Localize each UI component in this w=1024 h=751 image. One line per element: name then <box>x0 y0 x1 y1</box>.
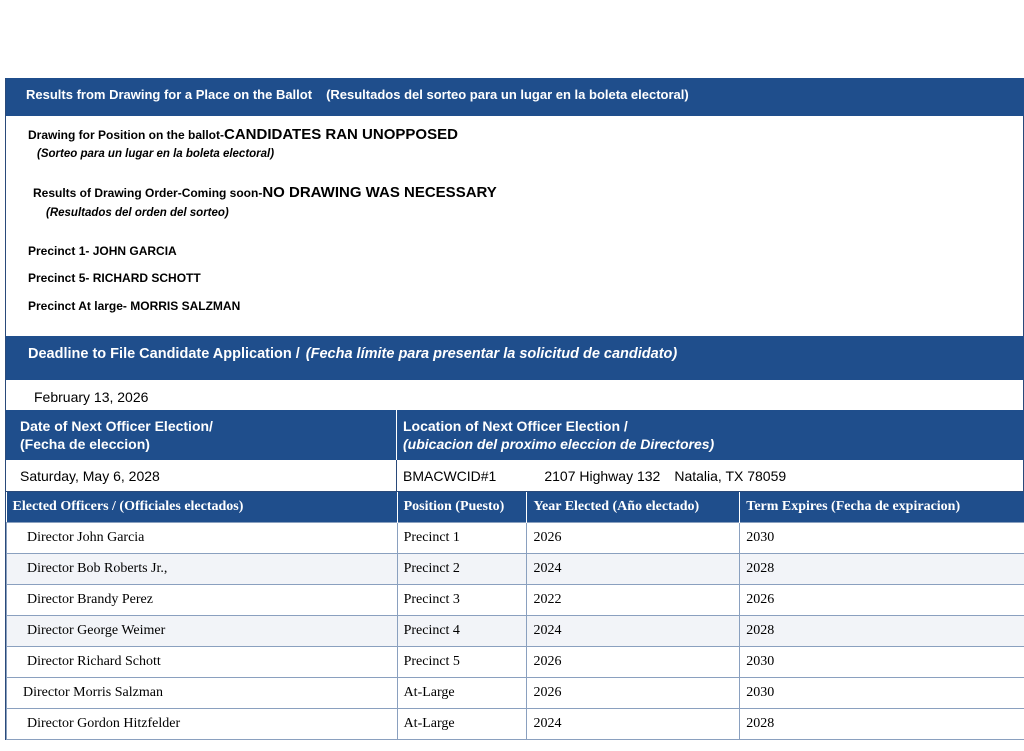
table-row <box>7 615 1024 646</box>
officer-name: Director Bob Roberts Jr., <box>7 553 398 584</box>
officer-position: Precinct 3 <box>397 584 527 615</box>
deadline-title: Deadline to File Candidate Application / <box>28 346 300 362</box>
table-row <box>7 708 1024 739</box>
deadline-title-es: (Fecha límite para presentar la solicitud de candidato) <box>305 346 678 362</box>
officer-name: Director John Garcia <box>7 522 398 553</box>
election-info-sheet <box>5 78 1024 740</box>
precinct-result: Precinct 5- RICHARD SCHOTT <box>28 271 201 285</box>
officer-year-elected: 2022 <box>527 584 740 615</box>
deadline-header <box>6 336 1024 380</box>
location-name: BMACWCID#1 <box>403 468 497 484</box>
officer-position: Precinct 1 <box>397 522 527 553</box>
officer-position: Precinct 2 <box>397 553 527 584</box>
drawing-results-title-es: (Resultados del sorteo para un lugar en la boleta electoral) <box>326 87 689 102</box>
officer-position: At-Large <box>397 677 527 708</box>
drawing-results-header <box>6 78 1024 116</box>
location-street: 2107 Highway 132 <box>544 468 661 484</box>
officer-position: Precinct 4 <box>397 615 527 646</box>
election-location-header <box>397 410 1024 460</box>
officer-year-elected: 2024 <box>527 708 740 739</box>
election-date: Saturday, May 6, 2028 <box>6 460 397 491</box>
drawing-results-panel <box>6 116 1024 336</box>
officer-term-expires: 2030 <box>740 522 1024 553</box>
officer-term-expires: 2026 <box>740 584 1024 615</box>
officer-year-elected: 2024 <box>527 615 740 646</box>
officer-year-elected: 2024 <box>527 553 740 584</box>
election-location-title: Location of Next Officer Election / <box>403 418 628 434</box>
deadline-date: February 13, 2026 <box>6 380 1024 410</box>
drawing-position-line <box>28 126 458 144</box>
officer-term-expires: 2028 <box>740 615 1024 646</box>
officer-name: Director George Weimer <box>7 615 398 646</box>
election-location-title-es: (ubicacion del proximo eleccion de Directores) <box>403 436 715 452</box>
election-info-row <box>6 460 1024 492</box>
officer-year-elected: 2026 <box>527 522 740 553</box>
precinct-result: Precinct 1- JOHN GARCIA <box>28 244 177 258</box>
officer-term-expires: 2030 <box>740 677 1024 708</box>
officer-year-elected: 2026 <box>527 646 740 677</box>
officers-table-header <box>7 492 1024 522</box>
drawing-order-label: Results of Drawing Order-Coming soon- <box>33 186 263 200</box>
drawing-position-es: (Sorteo para un lugar en la boleta electoral) <box>37 148 275 160</box>
drawing-order-status: NO DRAWING WAS NECESSARY <box>262 184 497 201</box>
election-location <box>397 460 1023 491</box>
table-row <box>7 646 1024 677</box>
officer-name: Director Gordon Hitzfelder <box>7 708 398 739</box>
officer-name: Director Richard Schott <box>7 646 398 677</box>
officer-name: Director Morris Salzman <box>7 677 398 708</box>
drawing-order-line <box>33 184 497 202</box>
table-row <box>7 584 1024 615</box>
column-header: Elected Officers / (Officiales electados) <box>7 492 398 522</box>
column-header: Term Expires (Fecha de expiracion) <box>740 492 1024 522</box>
table-row <box>7 677 1024 708</box>
officers-table <box>6 492 1024 740</box>
election-date-header <box>6 410 397 460</box>
table-row <box>7 553 1024 584</box>
election-header <box>6 410 1024 460</box>
drawing-results-title: Results from Drawing for a Place on the Ballot <box>26 87 313 102</box>
election-date-title-es: (Fecha de eleccion) <box>20 436 150 452</box>
table-row <box>7 522 1024 553</box>
officer-position: Precinct 5 <box>397 646 527 677</box>
column-header: Year Elected (Año electado) <box>527 492 740 522</box>
column-header: Position (Puesto) <box>397 492 527 522</box>
drawing-position-label: Drawing for Position on the ballot- <box>28 128 224 142</box>
officer-term-expires: 2028 <box>740 553 1024 584</box>
precinct-result: Precinct At large- MORRIS SALZMAN <box>28 299 241 313</box>
officer-term-expires: 2030 <box>740 646 1024 677</box>
officer-year-elected: 2026 <box>527 677 740 708</box>
drawing-position-status: CANDIDATES RAN UNOPPOSED <box>224 126 458 143</box>
drawing-order-es: (Resultados del orden del sorteo) <box>46 207 229 219</box>
officer-name: Director Brandy Perez <box>7 584 398 615</box>
officer-position: At-Large <box>397 708 527 739</box>
officer-term-expires: 2028 <box>740 708 1024 739</box>
location-city: Natalia, TX 78059 <box>674 468 787 484</box>
election-date-title: Date of Next Officer Election/ <box>20 418 213 434</box>
